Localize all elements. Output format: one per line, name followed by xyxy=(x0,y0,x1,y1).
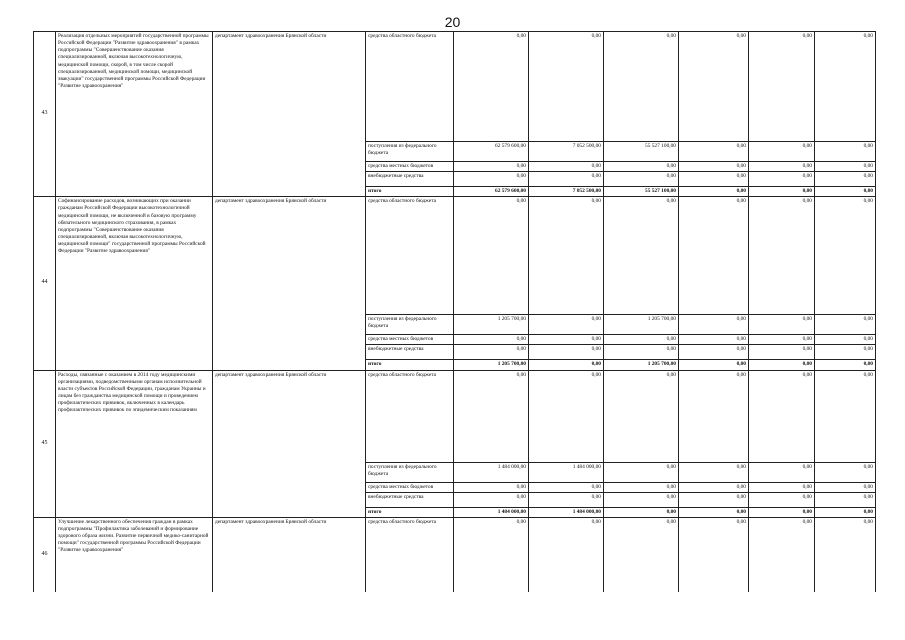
table-row xyxy=(34,517,876,592)
amount-cell: 0,00 xyxy=(454,172,529,187)
amount-cell: 0,00 xyxy=(679,32,749,142)
budget-table xyxy=(33,31,876,592)
funding-source: средства областного бюджета xyxy=(366,197,454,315)
amount-cell: 0,00 xyxy=(454,345,529,360)
funding-source: средства областного бюджета xyxy=(366,370,454,462)
executor: департамент здравоохранения Брянской области xyxy=(213,517,366,592)
amount-cell: 0,00 xyxy=(454,517,529,592)
funding-source: средства областного бюджета xyxy=(366,517,454,592)
amount-cell: 0,00 xyxy=(604,335,679,345)
funding-source: внебюджетные средства xyxy=(366,492,454,507)
amount-cell: 0,00 xyxy=(749,492,815,507)
amount-cell: 0,00 xyxy=(679,172,749,187)
amount-cell: 0,00 xyxy=(679,507,749,517)
amount-cell: 62 579 600,00 xyxy=(454,142,529,162)
row-number: 44 xyxy=(34,197,56,370)
amount-cell: 0,00 xyxy=(679,315,749,335)
amount-cell: 0,00 xyxy=(749,172,815,187)
funding-source: внебюджетные средства xyxy=(366,172,454,187)
funding-source: поступления из федерального бюджета xyxy=(366,462,454,482)
amount-cell: 0,00 xyxy=(679,360,749,370)
amount-cell: 0,00 xyxy=(604,482,679,492)
amount-cell: 0,00 xyxy=(529,370,604,462)
amount-cell: 0,00 xyxy=(749,360,815,370)
amount-cell: 0,00 xyxy=(679,517,749,592)
amount-cell: 0,00 xyxy=(529,315,604,335)
amount-cell: 0,00 xyxy=(815,517,876,592)
amount-cell: 0,00 xyxy=(529,162,604,172)
page-number: 20 xyxy=(444,14,461,30)
amount-cell: 0,00 xyxy=(529,360,604,370)
amount-cell: 0,00 xyxy=(679,335,749,345)
amount-cell: 0,00 xyxy=(529,32,604,142)
amount-cell: 0,00 xyxy=(815,187,876,197)
amount-cell: 0,00 xyxy=(604,172,679,187)
executor: департамент здравоохранения Брянской области xyxy=(213,32,366,197)
amount-cell: 0,00 xyxy=(454,492,529,507)
amount-cell: 55 527 100,00 xyxy=(604,187,679,197)
amount-cell: 0,00 xyxy=(454,197,529,315)
amount-cell: 0,00 xyxy=(815,315,876,335)
amount-cell: 1 205 700,00 xyxy=(604,360,679,370)
funding-source: средства областного бюджета xyxy=(366,32,454,142)
amount-cell: 0,00 xyxy=(529,335,604,345)
amount-cell: 0,00 xyxy=(679,462,749,482)
amount-cell: 1 205 700,00 xyxy=(454,360,529,370)
amount-cell: 0,00 xyxy=(679,197,749,315)
amount-cell: 0,00 xyxy=(815,197,876,315)
funding-source: средства местных бюджетов xyxy=(366,162,454,172)
amount-cell: 0,00 xyxy=(604,370,679,462)
funding-source: средства местных бюджетов xyxy=(366,335,454,345)
amount-cell: 0,00 xyxy=(529,492,604,507)
amount-cell: 0,00 xyxy=(604,32,679,142)
amount-cell: 0,00 xyxy=(749,370,815,462)
amount-cell: 0,00 xyxy=(529,345,604,360)
amount-cell: 62 579 600,00 xyxy=(454,187,529,197)
activity-name: Реализация отдельных мероприятий государственной программы Российской Федерации "Развитие здравоохранения" в рамках подпрограммы "Совершенствование оказания специализированной, включая высокотехнологичную, медицинской помощи, скорой, в том числе скорой специализированной, медицинской помощи, медицинской эвакуации" государственной программы Российской Федерации "Развитие здравоохранения" xyxy=(56,32,213,197)
amount-cell: 0,00 xyxy=(679,370,749,462)
funding-source: средства местных бюджетов xyxy=(366,482,454,492)
amount-cell: 0,00 xyxy=(749,345,815,360)
amount-cell: 0,00 xyxy=(679,162,749,172)
row-number: 46 xyxy=(34,517,56,592)
amount-cell: 0,00 xyxy=(815,462,876,482)
amount-cell: 0,00 xyxy=(529,517,604,592)
amount-cell: 0,00 xyxy=(749,507,815,517)
amount-cell: 0,00 xyxy=(749,32,815,142)
activity-name: Улучшение лекарственного обеспечения граждан в рамках подпрограммы "Профилактика заболеваний и формирование здорового образа жизни. Развитие первичной медико-санитарной помощи" государственной программы Российской Федерации "Развитие здравоохранения" xyxy=(56,517,213,592)
amount-cell: 0,00 xyxy=(604,517,679,592)
amount-cell: 0,00 xyxy=(454,482,529,492)
amount-cell: 0,00 xyxy=(529,482,604,492)
amount-cell: 55 527 100,00 xyxy=(604,142,679,162)
amount-cell: 0,00 xyxy=(749,315,815,335)
amount-cell: 7 052 500,00 xyxy=(529,187,604,197)
funding-source: поступления из федерального бюджета xyxy=(366,315,454,335)
amount-cell: 1 205 700,00 xyxy=(454,315,529,335)
amount-cell: 0,00 xyxy=(454,162,529,172)
activity-name: Расходы, связанные с оказанием в 2014 году медицинскими организациями, подведомственными органам исполнительной власти субъектов Российской Федерации, гражданам Украины и лицам без гражданства медицинской помощи и проведением профилактических прививок, включенных в календарь профилактических прививок по эпидемическим показаниям xyxy=(56,370,213,517)
amount-cell: 0,00 xyxy=(815,162,876,172)
amount-cell: 0,00 xyxy=(749,162,815,172)
amount-cell: 0,00 xyxy=(679,187,749,197)
amount-cell: 1 484 000,00 xyxy=(454,507,529,517)
amount-cell: 0,00 xyxy=(604,197,679,315)
amount-cell: 1 484 000,00 xyxy=(529,507,604,517)
amount-cell: 0,00 xyxy=(815,370,876,462)
amount-cell: 0,00 xyxy=(749,142,815,162)
amount-cell: 0,00 xyxy=(749,482,815,492)
amount-cell: 1 484 000,00 xyxy=(529,462,604,482)
executor: департамент здравоохранения Брянской области xyxy=(213,197,366,370)
amount-cell: 0,00 xyxy=(604,507,679,517)
amount-cell: 0,00 xyxy=(679,492,749,507)
amount-cell: 7 052 500,00 xyxy=(529,142,604,162)
amount-cell: 0,00 xyxy=(604,462,679,482)
table-row xyxy=(34,32,876,142)
amount-cell: 1 205 700,00 xyxy=(604,315,679,335)
amount-cell: 0,00 xyxy=(529,172,604,187)
funding-source: поступления из федерального бюджета xyxy=(366,142,454,162)
amount-cell: 0,00 xyxy=(815,360,876,370)
amount-cell: 0,00 xyxy=(815,142,876,162)
amount-cell: 0,00 xyxy=(749,197,815,315)
amount-cell: 0,00 xyxy=(815,32,876,142)
amount-cell: 0,00 xyxy=(454,370,529,462)
amount-cell: 0,00 xyxy=(454,335,529,345)
amount-cell: 0,00 xyxy=(679,345,749,360)
row-number: 45 xyxy=(34,370,56,517)
table-row xyxy=(34,370,876,462)
funding-source: итого xyxy=(366,187,454,197)
amount-cell: 0,00 xyxy=(604,162,679,172)
amount-cell: 0,00 xyxy=(529,197,604,315)
amount-cell: 0,00 xyxy=(604,345,679,360)
amount-cell: 0,00 xyxy=(815,345,876,360)
amount-cell: 0,00 xyxy=(454,32,529,142)
amount-cell: 0,00 xyxy=(749,462,815,482)
amount-cell: 0,00 xyxy=(604,492,679,507)
funding-source: итого xyxy=(366,360,454,370)
executor: департамент здравоохранения Брянской области xyxy=(213,370,366,517)
amount-cell: 0,00 xyxy=(749,517,815,592)
amount-cell: 0,00 xyxy=(749,335,815,345)
funding-source: итого xyxy=(366,507,454,517)
activity-name: Софинансирование расходов, возникающих при оказании гражданам Российской Федерации высокотехнологичной медицинской помощи, не включенной в базовую программу обязательного медицинского страхования, в рамках подпрограммы "Совершенствование оказания специализированной, включая высокотехнологичную, медицинской помощи" государственной программы Российской Федерации "Развитие здравоохранения" xyxy=(56,197,213,370)
amount-cell: 0,00 xyxy=(815,507,876,517)
amount-cell: 0,00 xyxy=(679,142,749,162)
amount-cell: 0,00 xyxy=(749,187,815,197)
amount-cell: 0,00 xyxy=(815,492,876,507)
table-row xyxy=(34,197,876,315)
amount-cell: 0,00 xyxy=(815,482,876,492)
amount-cell: 0,00 xyxy=(679,482,749,492)
amount-cell: 0,00 xyxy=(815,335,876,345)
amount-cell: 0,00 xyxy=(815,172,876,187)
row-number: 43 xyxy=(34,32,56,197)
amount-cell: 1 484 000,00 xyxy=(454,462,529,482)
funding-source: внебюджетные средства xyxy=(366,345,454,360)
